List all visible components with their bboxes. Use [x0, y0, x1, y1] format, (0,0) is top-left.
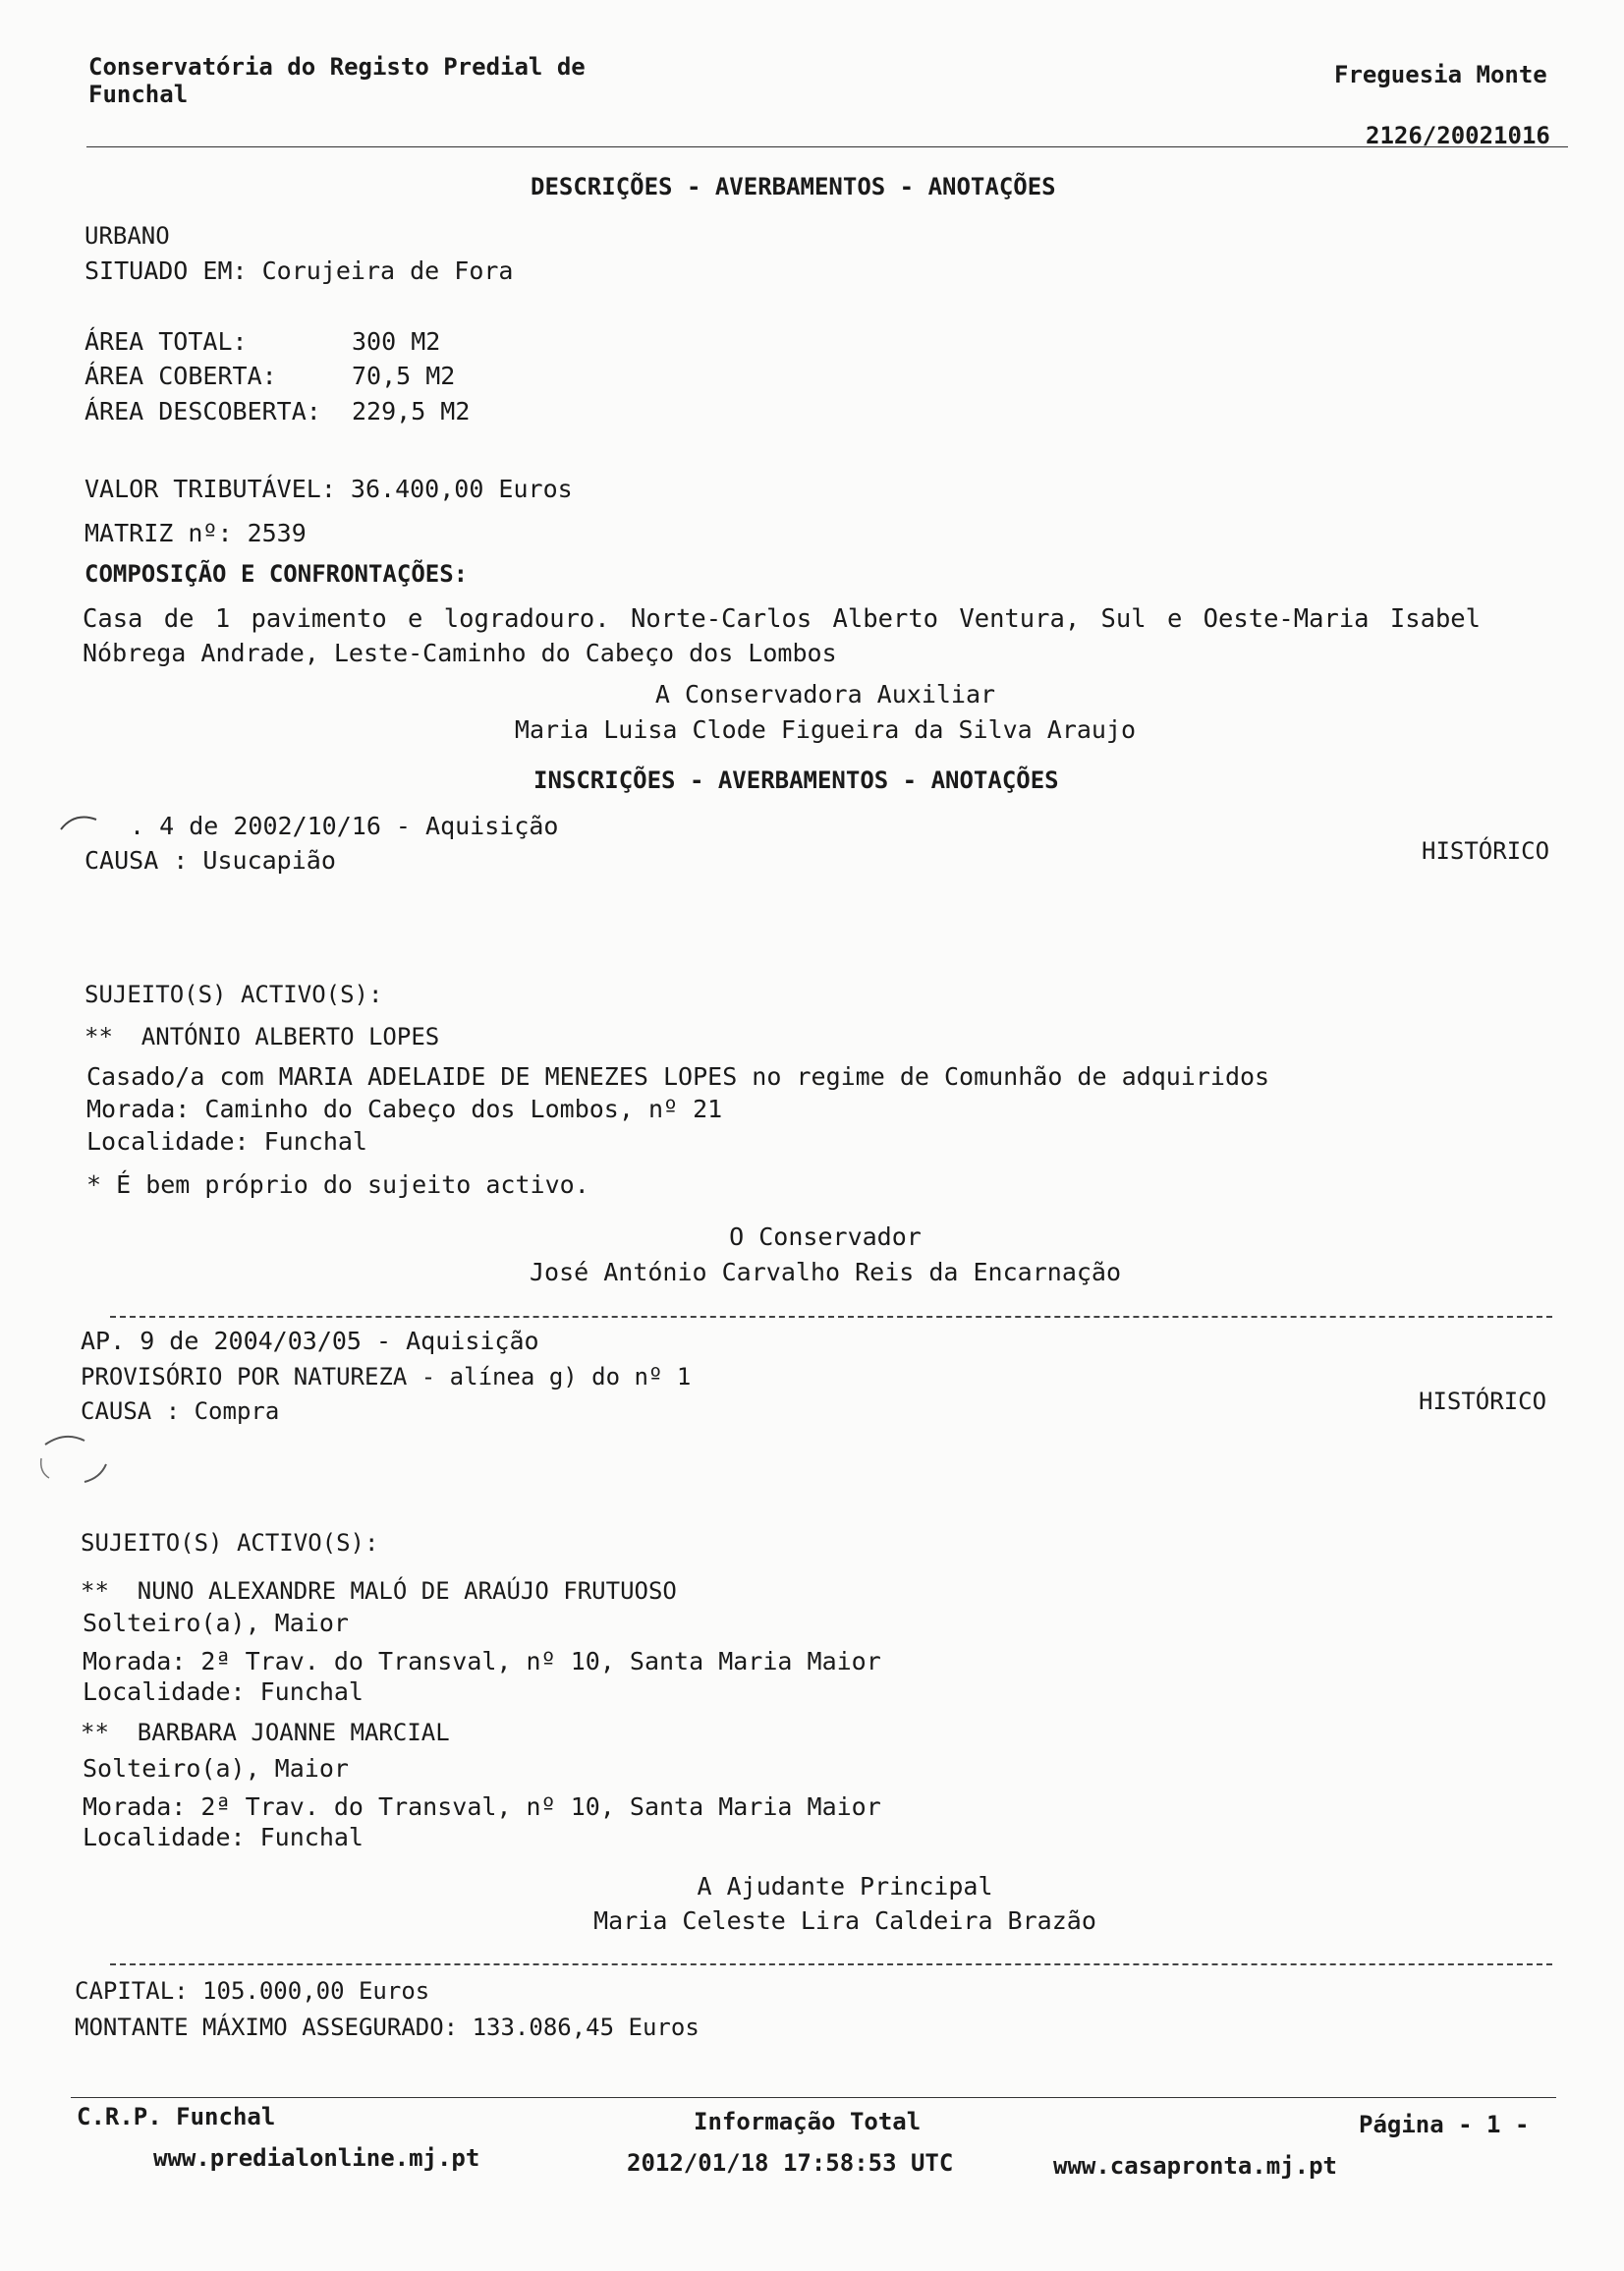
entry-separator-2: [110, 1963, 1552, 1965]
entry1-estado: Casado/a com MARIA ADELAIDE DE MENEZES LOPES no regime de Comunhão de adquiridos: [86, 1062, 1270, 1091]
record-number: 2126/20021016: [1366, 122, 1550, 149]
property-type: URBANO: [84, 222, 170, 250]
scan-mark-circle: [35, 1423, 114, 1492]
entry2-causa: CAUSA : Compra: [81, 1397, 280, 1425]
entry1-morada: Morada: Caminho do Cabeço dos Lombos, nº 21: [86, 1095, 723, 1123]
footer-info-title: Informação Total: [694, 2108, 922, 2135]
entry2-person1-name: ** NUNO ALEXANDRE MALÓ DE ARAÚJO FRUTUOSO: [81, 1577, 677, 1605]
entry2-status: HISTÓRICO: [1419, 1388, 1547, 1415]
entry3-montante: MONTANTE MÁXIMO ASSEGURADO: 133.086,45 Euros: [75, 2014, 700, 2041]
situado: SITUADO EM: Corujeira de Fora: [84, 256, 514, 285]
composicao-label: COMPOSIÇÃO E CONFRONTAÇÕES:: [84, 560, 469, 588]
entry2-person1-estado: Solteiro(a), Maior: [83, 1609, 349, 1637]
scan-mark-arc: [57, 806, 106, 835]
entry1-signer-title: O Conservador: [729, 1222, 922, 1251]
entry1-status: HISTÓRICO: [1422, 837, 1550, 865]
entry2-person2-localidade: Localidade: Funchal: [83, 1823, 364, 1851]
signer-title-1: A Conservadora Auxiliar: [654, 680, 996, 709]
entry2-signer-title: A Ajudante Principal: [697, 1872, 993, 1901]
entry1-nota: * É bem próprio do sujeito activo.: [86, 1170, 589, 1199]
section-title-inscricoes: INSCRIÇÕES - AVERBAMENTOS - ANOTAÇÕES: [533, 766, 1059, 794]
section-title-descricoes: DESCRIÇÕES - AVERBAMENTOS - ANOTAÇÕES: [531, 173, 1056, 200]
entry2-heading: AP. 9 de 2004/03/05 - Aquisição: [81, 1327, 539, 1355]
footer-page-number: Página - 1 -: [1359, 2111, 1530, 2138]
entry3-capital: CAPITAL: 105.000,00 Euros: [75, 1977, 430, 2005]
entry2-sujeitos-label: SUJEITO(S) ACTIVO(S):: [81, 1529, 379, 1557]
parish: Freguesia Monte: [1334, 61, 1547, 88]
office-name: Conservatória do Registo Predial de: [88, 53, 586, 81]
matriz: MATRIZ nº: 2539: [84, 519, 307, 547]
composicao-line2: Nóbrega Andrade, Leste-Caminho do Cabeço dos Lombos: [83, 639, 837, 667]
entry2-person2-morada: Morada: 2ª Trav. do Transval, nº 10, Santa Maria Maior: [83, 1792, 881, 1821]
entry1-localidade: Localidade: Funchal: [86, 1127, 367, 1156]
composicao-line1: Casa de 1 pavimento e logradouro. Norte-Carlos Alberto Ventura, Sul e Oeste-Maria Isabel: [83, 604, 1482, 634]
entry1-name: ** ANTÓNIO ALBERTO LOPES: [84, 1023, 440, 1050]
header-rule: [86, 146, 1568, 147]
entry-separator-1: [110, 1316, 1552, 1318]
signer-name-1: Maria Luisa Clode Figueira da Silva Araujo: [514, 715, 1137, 744]
area-total-value: 300 M2: [352, 327, 441, 356]
entry1-heading: . 4 de 2002/10/16 - Aquisição: [130, 812, 559, 840]
footer-rule: [71, 2097, 1556, 2098]
area-descoberta-value: 229,5 M2: [352, 397, 471, 426]
office-city: Funchal: [88, 81, 189, 108]
entry2-provisorio: PROVISÓRIO POR NATUREZA - alínea g) do nº 1: [81, 1363, 692, 1391]
area-descoberta-label: ÁREA DESCOBERTA:: [84, 397, 321, 426]
entry2-person1-localidade: Localidade: Funchal: [83, 1677, 364, 1706]
footer-website-1: www.predialonline.mj.pt: [153, 2144, 480, 2172]
valor-tributavel: VALOR TRIBUTÁVEL: 36.400,00 Euros: [84, 475, 573, 503]
footer-office: C.R.P. Funchal: [77, 2103, 276, 2130]
entry1-sujeitos-label: SUJEITO(S) ACTIVO(S):: [84, 981, 383, 1008]
footer-datetime: 2012/01/18 17:58:53 UTC: [627, 2149, 954, 2177]
entry2-person2-name: ** BARBARA JOANNE MARCIAL: [81, 1719, 450, 1746]
entry2-person2-estado: Solteiro(a), Maior: [83, 1754, 349, 1783]
entry2-signer-name: Maria Celeste Lira Caldeira Brazão: [593, 1906, 1096, 1935]
entry1-signer-name: José António Carvalho Reis da Encarnação: [529, 1258, 1122, 1286]
entry2-person1-morada: Morada: 2ª Trav. do Transval, nº 10, Santa Maria Maior: [83, 1647, 881, 1675]
area-coberta-label: ÁREA COBERTA:: [84, 362, 277, 390]
footer-website-2: www.casapronta.mj.pt: [1053, 2152, 1337, 2180]
area-total-label: ÁREA TOTAL:: [84, 327, 248, 356]
entry1-causa: CAUSA : Usucapião: [84, 846, 336, 875]
area-coberta-value: 70,5 M2: [352, 362, 456, 390]
